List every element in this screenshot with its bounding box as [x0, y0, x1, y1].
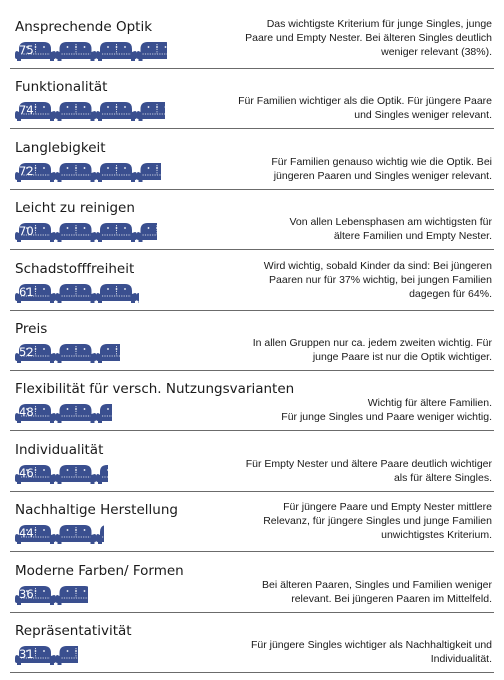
annotation-line: Für junge Singles und Paare weniger wichtig.	[222, 410, 492, 424]
row-divider	[10, 491, 494, 492]
sofa-icon	[56, 646, 78, 665]
annotation-line: Für Empty Nester und ältere Paare deutlich wichtiger	[222, 457, 492, 471]
annotation-line: und Singles weniger relevant.	[222, 108, 492, 122]
sofa-icon	[56, 42, 97, 61]
sofa-icon	[56, 586, 88, 605]
sofa-icon	[56, 344, 97, 363]
annotation-line: Für jüngere Singles wichtiger als Nachhaltigkeit und	[222, 638, 492, 652]
value-label: 46	[19, 465, 34, 481]
value-label: 70	[19, 223, 34, 239]
annotation-line: Für Familien wichtiger als die Optik. Für jüngere Paare	[222, 94, 492, 108]
annotation-line: In allen Gruppen nur ca. jedem zweiten wichtig. Für	[222, 336, 492, 350]
annotation-text	[222, 396, 492, 424]
row-divider	[10, 68, 494, 69]
annotation-line: Paaren nur für 37% wichtig, bei jungen Familien	[222, 273, 492, 287]
value-label: 48	[19, 404, 34, 420]
sofa-icon	[56, 284, 97, 303]
row-divider	[10, 310, 494, 311]
category-label: Schadstofffreiheit	[15, 261, 134, 277]
annotation-text	[222, 259, 492, 301]
sofa-icon	[96, 102, 137, 121]
value-label: 44	[19, 525, 34, 541]
chart-row	[0, 499, 504, 559]
sofa-icon	[96, 525, 104, 544]
annotation-line: Von allen Lebensphasen am wichtigsten für	[222, 215, 492, 229]
value-label: 52	[19, 344, 34, 360]
sofa-icon	[56, 163, 97, 182]
annotation-line: Für jüngere Paare und Empty Nester mittlere	[222, 500, 492, 514]
category-label: Flexibilität für versch. Nutzungsvarianten	[15, 381, 294, 397]
sofa-bar	[15, 100, 165, 121]
annotation-line: jüngeren Paaren und Singles weniger relevant.	[222, 169, 492, 183]
chart-row	[0, 620, 504, 680]
row-divider	[10, 249, 494, 250]
annotation-text	[222, 155, 492, 183]
annotation-text	[222, 638, 492, 666]
annotation-line: Wird wichtig, sobald Kinder da sind: Bei jüngeren	[222, 259, 492, 273]
category-label: Repräsentativität	[15, 623, 132, 639]
annotation-line: Wichtig für ältere Familien.	[222, 396, 492, 410]
value-label: 74	[19, 102, 34, 118]
annotation-line: Relevanz, für jüngere Singles und junge Familien	[222, 514, 492, 528]
sofa-icon	[96, 344, 120, 363]
annotation-line: Bei älteren Paaren, Singles und Familien weniger	[222, 578, 492, 592]
sofa-icon	[137, 42, 167, 61]
sofa-icon	[56, 102, 97, 121]
sofa-icon	[96, 404, 112, 423]
chart-row	[0, 378, 504, 438]
sofa-bar	[15, 221, 157, 242]
annotation-text	[222, 94, 492, 122]
category-label: Preis	[15, 321, 47, 337]
annotation-text	[222, 17, 492, 59]
chart-row	[0, 137, 504, 197]
annotation-line: ältere Familien und Empty Nester.	[222, 229, 492, 243]
category-label: Individualität	[15, 442, 103, 458]
sofa-icon	[96, 42, 137, 61]
category-label: Moderne Farben/ Formen	[15, 563, 184, 579]
annotation-line: Für Familien genauso wichtig wie die Optik. Bei	[222, 155, 492, 169]
sofa-bar	[15, 40, 167, 61]
chart-row	[0, 76, 504, 136]
chart-row	[0, 439, 504, 499]
sofa-icon	[96, 223, 137, 242]
chart-row	[0, 258, 504, 318]
annotation-line: Individualität.	[222, 652, 492, 666]
annotation-line: relevant. Bei jüngeren Paaren im Mittelfeld.	[222, 592, 492, 606]
annotation-text	[222, 500, 492, 542]
sofa-bar	[15, 161, 161, 182]
category-label: Funktionalität	[15, 79, 107, 95]
value-label: 72	[19, 163, 34, 179]
sofa-icons	[15, 161, 161, 182]
sofa-icon	[96, 465, 108, 484]
chart-row	[0, 318, 504, 378]
annotation-text	[222, 457, 492, 485]
sofa-icon	[56, 223, 97, 242]
chart-row	[0, 560, 504, 620]
annotation-line: junge Paare ist nur die Optik wichtiger.	[222, 350, 492, 364]
sofa-icon	[56, 465, 97, 484]
sofa-icons	[15, 40, 167, 61]
annotation-text	[222, 336, 492, 364]
annotation-line: unwichtigstes Kriterium.	[222, 528, 492, 542]
row-divider	[10, 612, 494, 613]
row-divider	[10, 430, 494, 431]
annotation-line: dagegen für 64%.	[222, 287, 492, 301]
sofa-icon	[137, 223, 157, 242]
chart-row	[0, 197, 504, 257]
annotation-text	[222, 215, 492, 243]
annotation-line: weniger relevant (38%).	[222, 45, 492, 59]
annotation-line: Das wichtigste Kriterium für junge Singles, junge	[222, 17, 492, 31]
row-divider	[10, 672, 494, 673]
sofa-icons	[15, 221, 157, 242]
sofa-icon	[96, 284, 137, 303]
sofa-icon	[137, 102, 165, 121]
sofa-icon	[56, 525, 97, 544]
sofa-icon	[56, 404, 97, 423]
category-label: Nachhaltige Herstellung	[15, 502, 178, 518]
category-label: Leicht zu reinigen	[15, 200, 135, 216]
category-label: Ansprechende Optik	[15, 19, 152, 35]
category-label: Langlebigkeit	[15, 140, 106, 156]
sofa-icons	[15, 100, 165, 121]
value-label: 75	[19, 42, 34, 58]
annotation-line: Paare und Empty Nester. Bei älteren Singles deutlich	[222, 31, 492, 45]
value-label: 31	[19, 646, 34, 662]
chart-row	[0, 16, 504, 76]
sofa-icon	[96, 163, 137, 182]
sofa-icon	[137, 284, 139, 303]
value-label: 36	[19, 586, 34, 602]
annotation-text	[222, 578, 492, 606]
row-divider	[10, 551, 494, 552]
annotation-line: als für ältere Singles.	[222, 471, 492, 485]
row-divider	[10, 128, 494, 129]
value-label: 61	[19, 284, 34, 300]
row-divider	[10, 370, 494, 371]
row-divider	[10, 189, 494, 190]
sofa-icon	[137, 163, 161, 182]
